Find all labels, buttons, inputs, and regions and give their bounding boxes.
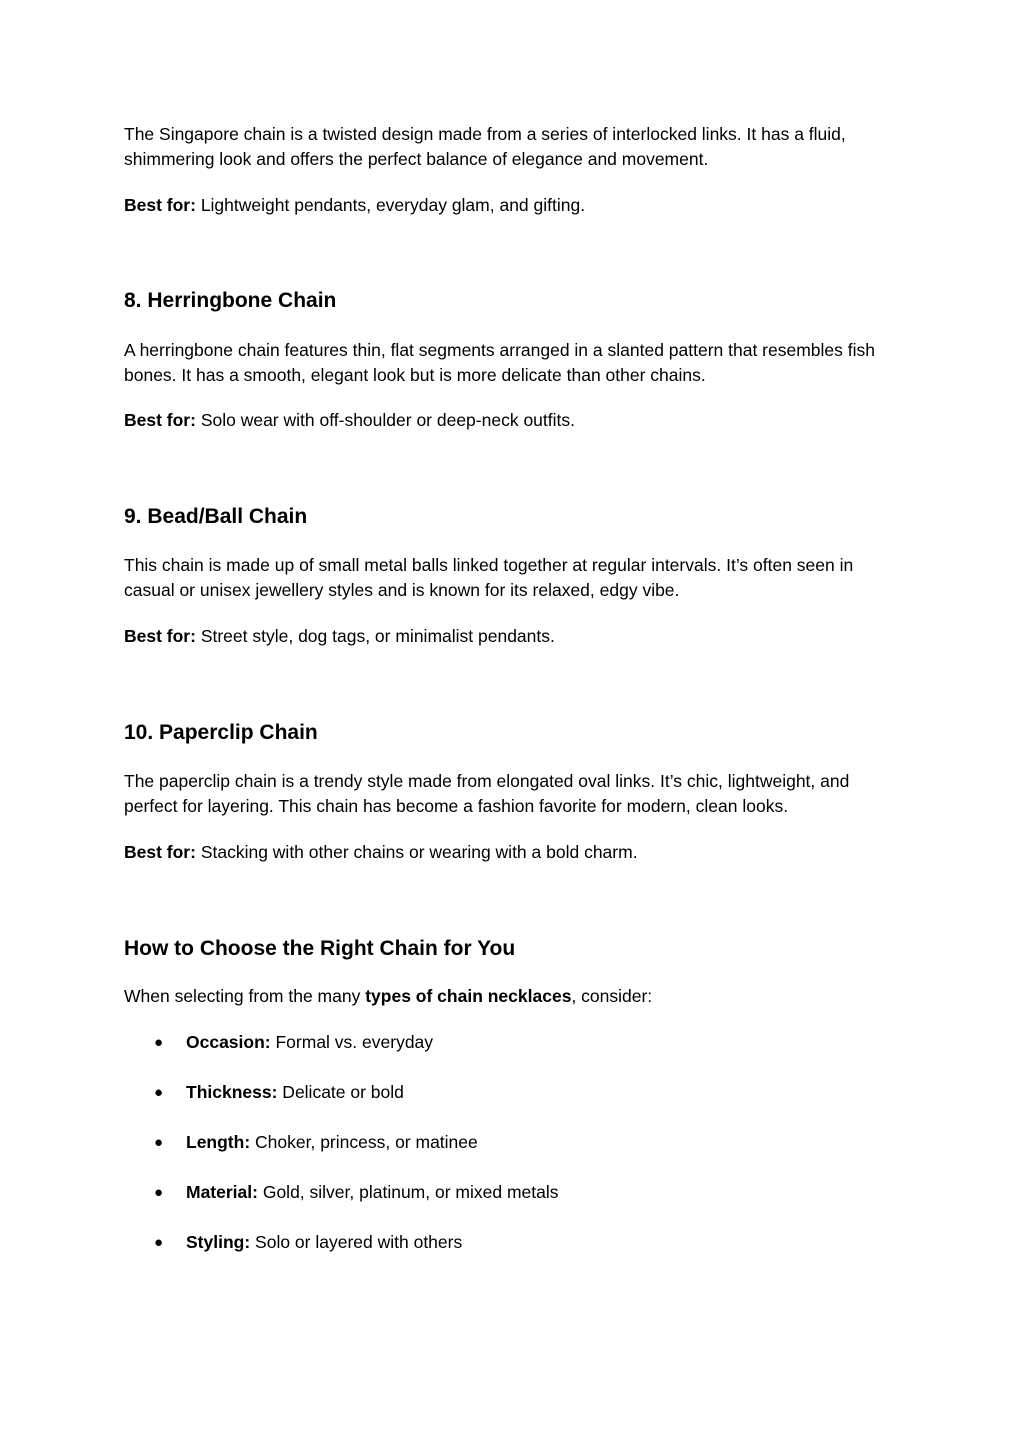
singapore-chain-description: The Singapore chain is a twisted design made from a series of interlocked links. It has a fluid, shimmering look and offers the perfect balance of elegance and movement. [124, 124, 846, 169]
paperclip-chain-best-for [124, 840, 904, 865]
choose-intro-before: When selecting from the many [124, 986, 366, 1006]
best-for-label: Best for: [124, 626, 196, 646]
bead-ball-chain-description: This chain is made up of small metal balls linked together at regular intervals. It’s often seen in casual or unisex jewellery styles and is known for its relaxed, edgy vibe. [124, 555, 854, 600]
list-item-text: Formal vs. everyday [270, 1032, 434, 1052]
list-item-label: Styling: [186, 1232, 251, 1252]
best-for-text: Stacking with other chains or wearing with a bold charm. [195, 842, 638, 862]
singapore-chain-best-for [124, 193, 904, 218]
bullet-icon: ● [154, 1034, 164, 1051]
best-for-label: Best for: [124, 410, 196, 430]
best-for-text: Lightweight pendants, everyday glam, and gifting. [195, 195, 586, 215]
list-item-label: Thickness: [186, 1082, 278, 1102]
section-heading-bead-ball: 9. Bead/Ball Chain [124, 505, 308, 528]
paperclip-chain-description: The paperclip chain is a trendy style made from elongated oval links. It’s chic, lightweight, and perfect for layering. This chain has become a fashion favorite for modern, clean looks. [124, 771, 850, 816]
list-item-label: Length: [186, 1132, 251, 1152]
section-heading-herringbone: 8. Herringbone Chain [124, 289, 337, 312]
bullet-icon: ● [154, 1234, 164, 1251]
bullet-icon: ● [154, 1184, 164, 1201]
best-for-label: Best for: [124, 842, 196, 862]
choose-intro-bold: types of chain necklaces [365, 986, 572, 1006]
list-item-text: Gold, silver, platinum, or mixed metals [257, 1182, 559, 1202]
list-item-label: Occasion: [186, 1032, 271, 1052]
list-item-label: Material: [186, 1182, 258, 1202]
herringbone-chain-best-for [124, 408, 904, 433]
choose-intro-after: , consider: [571, 986, 653, 1006]
best-for-text: Street style, dog tags, or minimalist pendants. [195, 626, 555, 646]
choose-intro [124, 984, 904, 1009]
herringbone-chain-description: A herringbone chain features thin, flat segments arranged in a slanted pattern that resembles fish bones. It has a smooth, elegant look but is more delicate than other chains. [124, 340, 876, 385]
section-heading-paperclip: 10. Paperclip Chain [124, 721, 318, 744]
best-for-label: Best for: [124, 195, 196, 215]
bead-ball-chain-best-for [124, 624, 904, 649]
section-heading-how-to-choose: How to Choose the Right Chain for You [124, 937, 516, 960]
bullet-icon: ● [154, 1134, 164, 1151]
bullet-icon: ● [154, 1084, 164, 1101]
list-item-text: Choker, princess, or matinee [250, 1132, 478, 1152]
best-for-text: Solo wear with off-shoulder or deep-neck outfits. [195, 410, 575, 430]
list-item-text: Delicate or bold [277, 1082, 404, 1102]
list-item-text: Solo or layered with others [250, 1232, 463, 1252]
